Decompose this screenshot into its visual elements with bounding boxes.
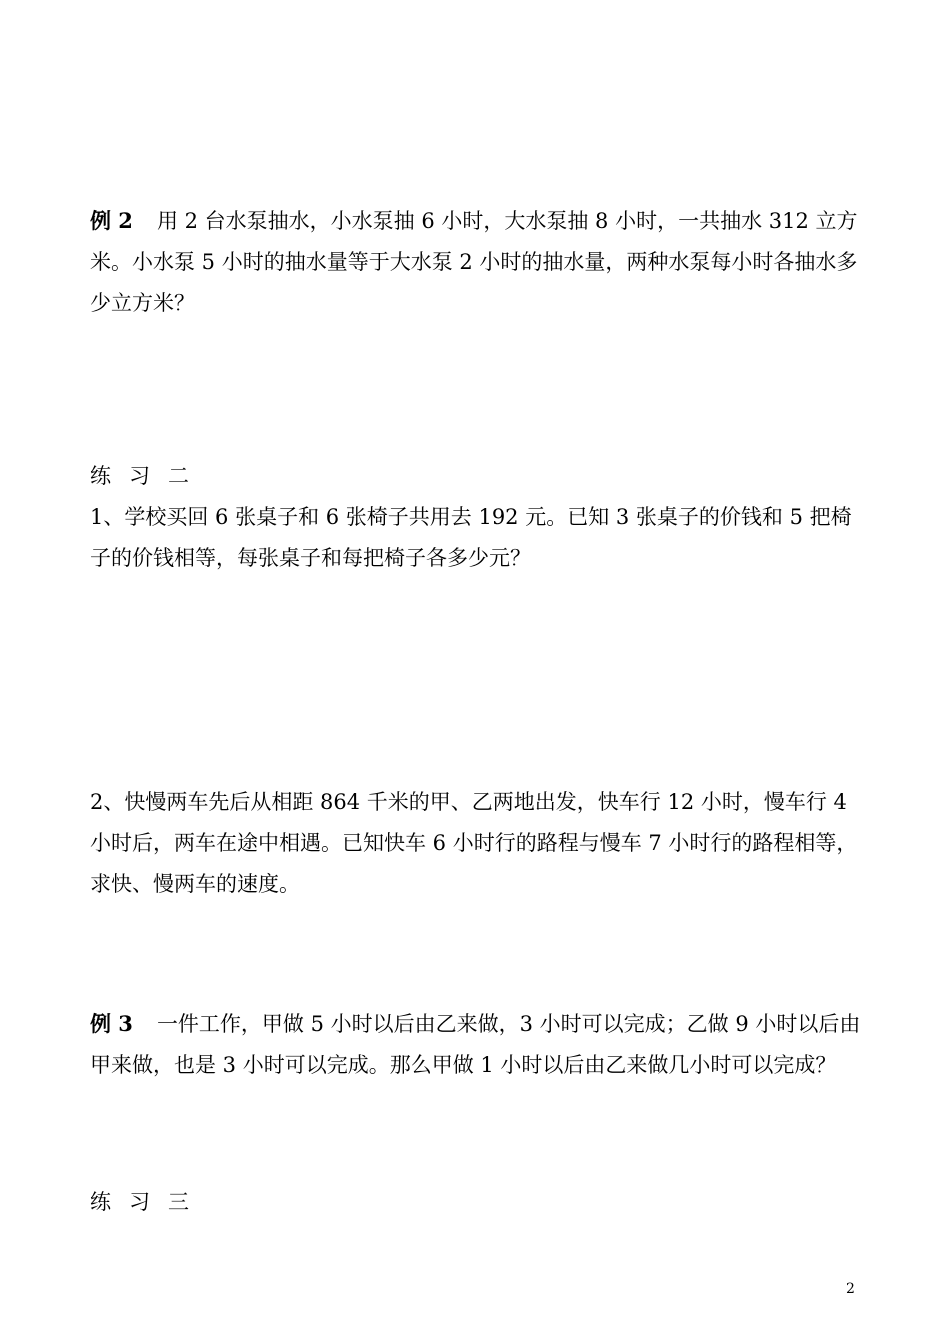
practice-2-title-block bbox=[90, 456, 870, 497]
example-3-label: 例 3 bbox=[90, 1011, 133, 1036]
practice-3-title-block bbox=[90, 1182, 870, 1223]
example-3 bbox=[90, 1003, 870, 1086]
practice-2-question-2 bbox=[90, 782, 870, 905]
example-3-text: 一件工作，甲做 5 小时以后由乙来做，3 小时可以完成；乙做 9 小时以后由甲来做，也是 3 小时可以完成。那么甲做 1 小时以后由乙来做几小时可以完成？ bbox=[90, 1012, 861, 1077]
practice-2-question-2-text: 2、快慢两车先后从相距 864 千米的甲、乙两地出发，快车行 12 小时，慢车行 4 小时后，两车在途中相遇。已知快车 6 小时行的路程与慢车 7 小时行的路程相等，求快、慢两车的速度。 bbox=[90, 790, 858, 896]
practice-3-title: 练习三 bbox=[90, 1190, 207, 1214]
page-number: 2 bbox=[846, 1281, 855, 1297]
example-2-label: 例 2 bbox=[90, 208, 133, 233]
example-3-paragraph bbox=[90, 1003, 870, 1086]
example-2-text: 用 2 台水泵抽水，小水泵抽 6 小时，大水泵抽 8 小时，一共抽水 312 立方米。小水泵 5 小时的抽水量等于大水泵 2 小时的抽水量，两种水泵每小时各抽水多少立方米？ bbox=[90, 209, 858, 315]
practice-2-question-1 bbox=[90, 497, 870, 579]
example-2 bbox=[90, 200, 870, 324]
practice-2-title: 练习二 bbox=[90, 464, 207, 488]
practice-2-question-1-text: 1、学校买回 6 张桌子和 6 张椅子共用去 192 元。已知 3 张桌子的价钱和 5 把椅子的价钱相等，每张桌子和每把椅子各多少元？ bbox=[90, 505, 852, 570]
example-2-paragraph bbox=[90, 200, 870, 324]
